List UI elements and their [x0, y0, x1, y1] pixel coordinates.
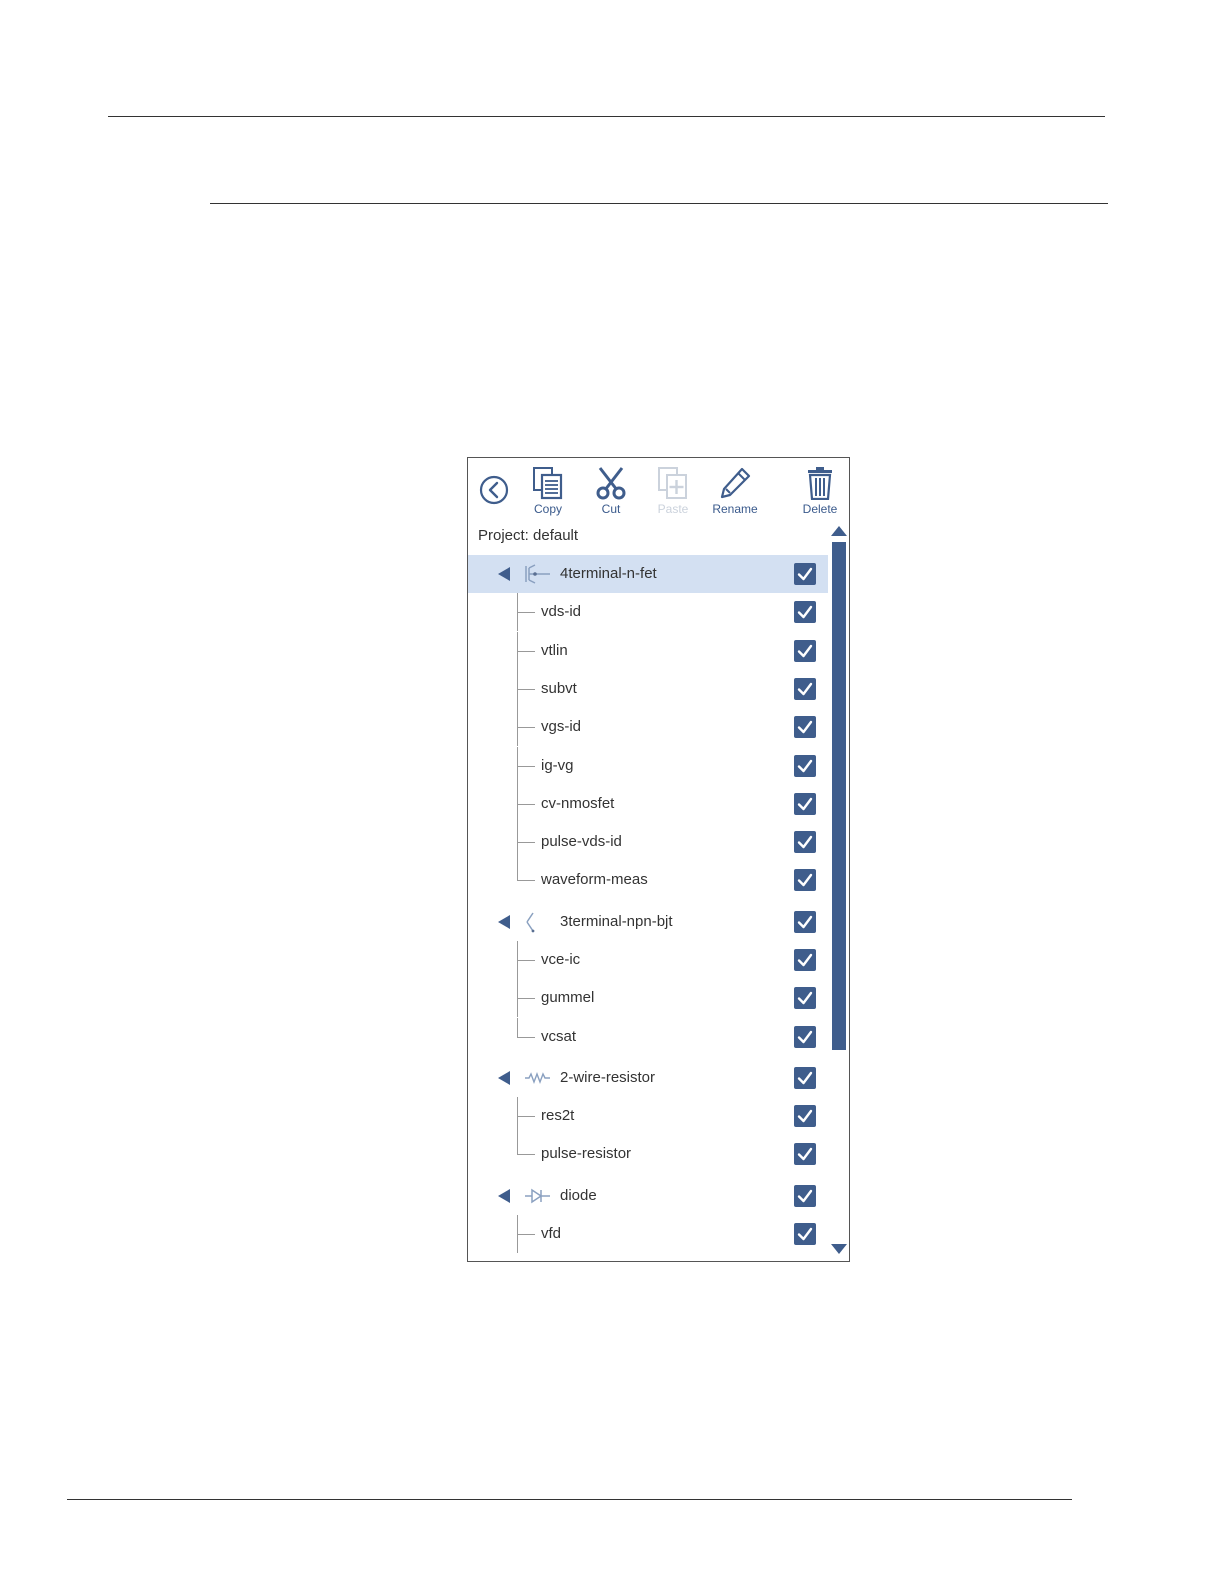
checkbox-checked[interactable]: [794, 1067, 816, 1089]
tree-connector-line: [517, 1135, 518, 1155]
checkmark-icon: [794, 793, 816, 815]
test-label: vgs-id: [541, 718, 582, 735]
test-label: vtlin: [541, 642, 568, 659]
cut-button[interactable]: [581, 464, 641, 516]
tree-test-row[interactable]: [468, 861, 828, 899]
checkmark-icon: [794, 678, 816, 700]
collapse-triangle-icon[interactable]: [498, 1189, 510, 1203]
collapse-triangle-icon[interactable]: [498, 567, 510, 581]
tree-connector-branch: [517, 1037, 535, 1038]
copy-icon: [531, 466, 565, 500]
tree-connector-branch: [517, 960, 535, 961]
checkbox-checked[interactable]: [794, 869, 816, 891]
paste-button[interactable]: [643, 464, 703, 516]
group-label: 3terminal-npn-bjt: [560, 913, 673, 930]
tree-connector-branch: [517, 1234, 535, 1235]
tree-test-row[interactable]: [468, 979, 828, 1017]
checkmark-icon: [794, 869, 816, 891]
checkbox-checked[interactable]: [794, 1185, 816, 1207]
test-label: gummel: [541, 989, 595, 1006]
checkmark-icon: [794, 601, 816, 623]
tree-connector-branch: [517, 651, 535, 652]
tree-test-row[interactable]: [468, 1215, 828, 1253]
checkmark-icon: [794, 1143, 816, 1165]
test-label: waveform-meas: [541, 871, 648, 888]
tree-connector-line: [517, 861, 518, 881]
checkmark-icon: [794, 1067, 816, 1089]
tree-group-row[interactable]: [468, 903, 828, 941]
tree-test-row[interactable]: [468, 593, 828, 631]
test-label: pulse-vds-id: [541, 833, 622, 850]
tree-connector-branch: [517, 998, 535, 999]
trash-icon: [806, 466, 834, 500]
delete-label: Delete: [802, 502, 838, 516]
group-label: diode: [560, 1187, 597, 1204]
collapse-triangle-icon[interactable]: [498, 915, 510, 929]
checkmark-icon: [794, 1026, 816, 1048]
paste-icon: [656, 466, 690, 500]
checkmark-icon: [794, 949, 816, 971]
group-label: 4terminal-n-fet: [560, 565, 657, 582]
checkmark-icon: [794, 831, 816, 853]
delete-button[interactable]: [790, 464, 850, 516]
checkmark-icon: [794, 911, 816, 933]
scroll-up-arrow-icon[interactable]: [831, 526, 847, 536]
tree-connector-branch: [517, 727, 535, 728]
rename-button[interactable]: [705, 464, 765, 516]
test-label: ig-vg: [541, 757, 574, 774]
checkbox-checked[interactable]: [794, 563, 816, 585]
test-label: vce-ic: [541, 951, 581, 968]
header-rule-top: [108, 116, 1105, 117]
tree-test-row[interactable]: [468, 747, 828, 785]
test-label: vds-id: [541, 603, 582, 620]
tree-test-row[interactable]: [468, 670, 828, 708]
tree-connector-branch: [517, 1154, 535, 1155]
tree-connector-line: [517, 1018, 518, 1038]
group-label: 2-wire-resistor: [560, 1069, 656, 1086]
checkbox-checked[interactable]: [794, 640, 816, 662]
back-arrow-icon: [478, 474, 510, 506]
tree-group-row[interactable]: [468, 1059, 828, 1097]
checkmark-icon: [794, 987, 816, 1009]
checkmark-icon: [794, 1105, 816, 1127]
test-label: cv-nmosfet: [541, 795, 615, 812]
header-rule-second: [210, 203, 1108, 204]
copy-label: Copy: [533, 502, 562, 516]
tree-group-row[interactable]: [468, 555, 828, 593]
back-button[interactable]: [478, 474, 510, 506]
scrollbar-thumb[interactable]: [832, 542, 846, 1050]
pencil-icon: [718, 466, 752, 500]
collapse-triangle-icon[interactable]: [498, 1071, 510, 1085]
test-label: res2t: [541, 1107, 575, 1124]
tree-test-row[interactable]: [468, 632, 828, 670]
test-label: vcsat: [541, 1028, 577, 1045]
tree-group-row[interactable]: [468, 1177, 828, 1215]
checkbox-checked[interactable]: [794, 987, 816, 1009]
tree-test-row[interactable]: [468, 823, 828, 861]
project-tree-panel: [467, 457, 850, 1262]
checkbox-checked[interactable]: [794, 755, 816, 777]
test-label: vfd: [541, 1225, 562, 1242]
resistor-icon: [524, 1067, 552, 1089]
checkbox-checked[interactable]: [794, 716, 816, 738]
checkbox-checked[interactable]: [794, 911, 816, 933]
checkbox-checked[interactable]: [794, 678, 816, 700]
rename-label: Rename: [712, 502, 758, 516]
checkmark-icon: [794, 716, 816, 738]
checkbox-checked[interactable]: [794, 1105, 816, 1127]
scissors-icon: [595, 466, 627, 500]
checkmark-icon: [794, 755, 816, 777]
tree-test-row[interactable]: [468, 1018, 828, 1056]
tree-test-row[interactable]: [468, 1097, 828, 1135]
scroll-down-arrow-icon[interactable]: [831, 1244, 847, 1254]
test-label: subvt: [541, 680, 577, 697]
checkbox-checked[interactable]: [794, 1143, 816, 1165]
checkbox-checked[interactable]: [794, 793, 816, 815]
tree-connector-branch: [517, 842, 535, 843]
test-label: pulse-resistor: [541, 1145, 632, 1162]
checkbox-checked[interactable]: [794, 1026, 816, 1048]
bjt-icon: [524, 911, 552, 933]
checkmark-icon: [794, 640, 816, 662]
tree-test-row[interactable]: [468, 941, 828, 979]
checkmark-icon: [794, 1223, 816, 1245]
tree-connector-branch: [517, 612, 535, 613]
checkmark-icon: [794, 1185, 816, 1207]
tree-connector-branch: [517, 804, 535, 805]
tree-test-row[interactable]: [468, 1135, 828, 1173]
project-label: Project: default: [478, 527, 579, 544]
fet-icon: [524, 563, 552, 585]
paste-label: Paste: [657, 502, 689, 516]
checkmark-icon: [794, 563, 816, 585]
cut-label: Cut: [601, 502, 621, 516]
copy-button[interactable]: [518, 464, 578, 516]
tree-connector-branch: [517, 766, 535, 767]
checkbox-checked[interactable]: [794, 601, 816, 623]
tree-connector-branch: [517, 880, 535, 881]
checkbox-checked[interactable]: [794, 949, 816, 971]
checkbox-checked[interactable]: [794, 831, 816, 853]
tree-test-row[interactable]: [468, 708, 828, 746]
tree-connector-branch: [517, 1116, 535, 1117]
diode-icon: [524, 1185, 552, 1207]
checkbox-checked[interactable]: [794, 1223, 816, 1245]
tree-test-row[interactable]: [468, 785, 828, 823]
tree-connector-branch: [517, 689, 535, 690]
footer-rule: [67, 1499, 1072, 1500]
